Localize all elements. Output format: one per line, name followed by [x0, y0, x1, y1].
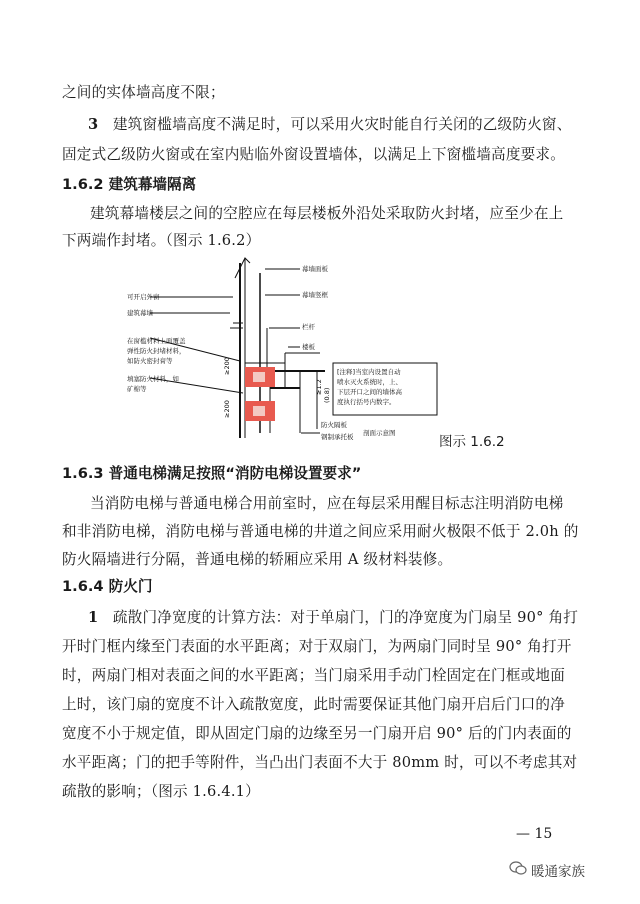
page-number: — 15 — [516, 826, 553, 842]
body-line: 宽度不小于规定值，即从固定门扇的边缘至另一门扇开启 90° 后的门内表面的 — [62, 725, 572, 742]
body-line: 时，两扇门相对表面之间的水平距离；当门扇采用手动门栓固定在门框或地面 — [62, 667, 565, 684]
label-section-title: 剖面示意图 — [363, 429, 396, 437]
label-floor-slab: 楼板 — [302, 343, 315, 351]
watermark: 暖通家族 — [531, 864, 585, 880]
item-number: 1 — [88, 609, 99, 626]
body-line: 水平距离；门的把手等附件，当凸出门表面不大于 80mm 时，可以不考虑其对 — [62, 754, 578, 771]
section-heading: 1.6.2 建筑幕墙隔离 — [62, 176, 197, 193]
item-text: 疏散门净宽度的计算方法：对于单扇门，门的净宽度为门扇呈 90° 角打 — [112, 609, 579, 626]
curtain-wall-section-figure — [125, 253, 445, 443]
section-heading: 1.6.3 普通电梯满足按照“消防电梯设置要求” — [62, 465, 362, 482]
left-note: 在窗槛材料上面覆盖 — [127, 337, 186, 345]
body-line: 下两端作封堵。（图示 1.6.2） — [62, 232, 261, 249]
annotation-note: 喷水灭火系统时，上、 — [337, 378, 402, 386]
item-number: 3 — [88, 116, 99, 133]
label-steel-plate: 钢制承托板 — [321, 433, 354, 441]
dimension-label: ≥1.2 — [315, 379, 323, 395]
left-note: 矿棉等 — [127, 385, 147, 393]
annotation-note: 度执行括号内数字。 — [337, 398, 396, 406]
body-line: 和非消防电梯，消防电梯与普通电梯的井道之间应采用耐火极限不低于 2.0h 的 — [62, 523, 579, 540]
label-curtain-mullion: 幕墙竖框 — [302, 291, 328, 299]
label-fire-block-board: 防火隔板 — [321, 421, 347, 429]
body-line: 疏散的影响；（图示 1.6.4.1） — [62, 783, 260, 800]
dimension-label: ≥200 — [223, 400, 231, 418]
left-note: 如防火密封膏等 — [127, 357, 173, 365]
body-line: 当消防电梯与普通电梯合用前室时，应在每层采用醒目标志注明消防电梯 — [90, 495, 564, 512]
left-note: 弹性防火封堵材料， — [127, 347, 186, 355]
label-railing: 栏杆 — [302, 323, 315, 331]
item-text: 建筑窗槛墙高度不满足时，可以采用火灾时能自行关闭的乙级防火窗、 — [112, 116, 572, 133]
dimension-label: (0.8) — [323, 387, 331, 403]
body-line — [88, 606, 578, 627]
annotation-note: 下层开口之间的墙体高 — [337, 388, 402, 396]
left-note: 填塞防火材料，如 — [127, 375, 179, 383]
body-line: 防火隔墙进行分隔，普通电梯的轿厢应采用 A 级材料装修。 — [62, 551, 453, 568]
label-openable-window: 可开启外窗 — [127, 293, 160, 301]
label-building-curtain: 建筑幕墙 — [127, 309, 153, 317]
annotation-note: [注释]当室内设置自动 — [337, 368, 401, 376]
body-line: 之间的实体墙高度不限； — [62, 84, 225, 101]
body-line: 上时，该门扇的宽度不计入疏散宽度，此时需要保证其他门扇开启后门口的净 — [62, 696, 565, 713]
figure-caption: 图示 1.6.2 — [439, 434, 505, 450]
body-line — [88, 113, 572, 134]
label-curtain-panel: 幕墙面板 — [302, 265, 328, 273]
wechat-icon — [509, 859, 527, 877]
body-line: 固定式乙级防火窗或在室内贴临外窗设置墙体，以满足上下窗槛墙高度要求。 — [62, 146, 565, 163]
body-line: 建筑幕墙楼层之间的空腔应在每层楼板外沿处采取防火封堵，应至少在上 — [90, 205, 564, 222]
section-heading: 1.6.4 防火门 — [62, 578, 153, 595]
dimension-label: ≥200 — [223, 357, 231, 375]
body-line: 开时门框内缘至门表面的水平距离；对于双扇门，为两扇门同时呈 90° 角打开 — [62, 638, 572, 655]
